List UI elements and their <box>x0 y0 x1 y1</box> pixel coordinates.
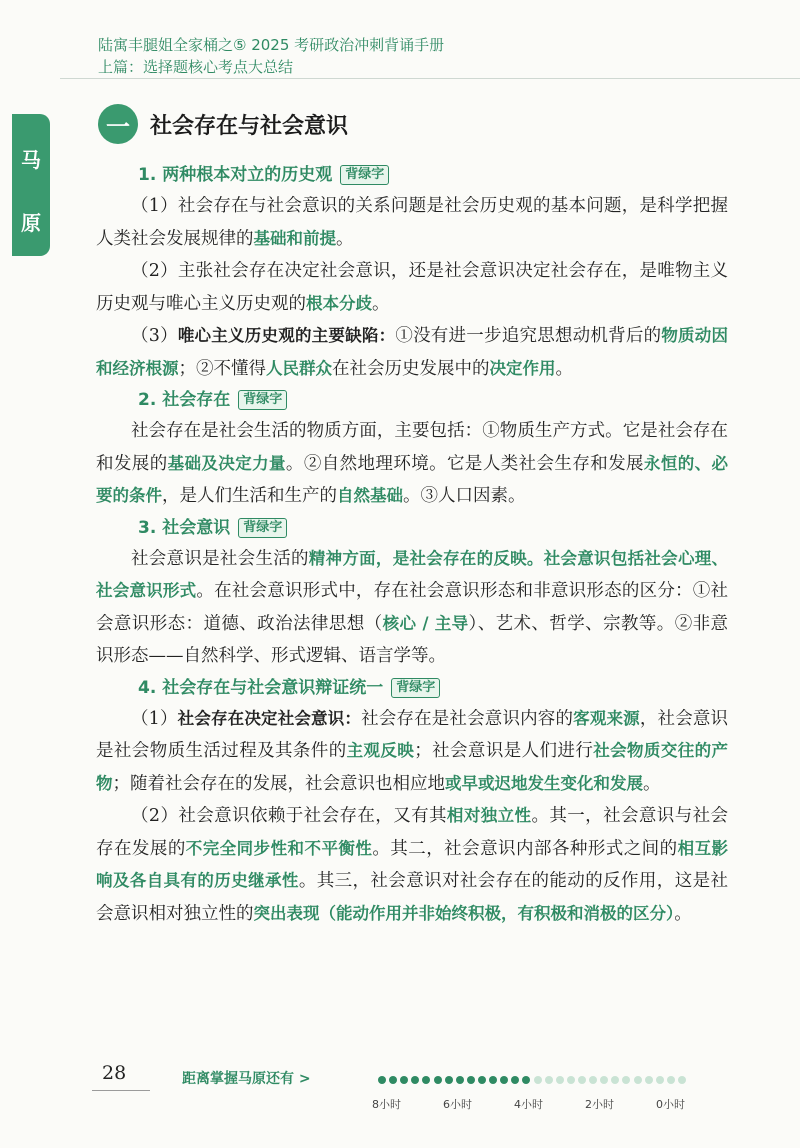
page-number-underline <box>92 1090 150 1091</box>
progress-dot <box>678 1076 686 1084</box>
progress-dot <box>422 1076 430 1084</box>
paragraph: （2）主张社会存在决定社会意识，还是社会意识决定社会存在，是唯物主义历史观与唯心主义历史观的根本分歧。 <box>96 261 728 314</box>
paragraph: （1）社会存在与社会意识的关系问题是社会历史观的基本问题，是科学把握人类社会发展规律的基础和前提。 <box>96 196 728 249</box>
progress-dot <box>622 1076 630 1084</box>
progress-dot <box>378 1076 386 1084</box>
paragraph: 社会存在是社会生活的物质方面，主要包括：①物质生产方式。它是社会存在和发展的基础及决定力量。②自然地理环境。它是人类社会生存和发展永恒的、必要的条件，是人们生活和生产的自然基础。③人口因素。 <box>96 421 729 506</box>
progress-tick-label: 8小时 <box>372 1098 401 1111</box>
progress-dot <box>589 1076 597 1084</box>
progress-dot <box>545 1076 553 1084</box>
paragraph: 社会意识是社会生活的精神方面，是社会存在的反映。社会意识包括社会心理、社会意识形式。在社会意识形式中，存在社会意识形态和非意识形态的区分：①社会意识形态：道德、政治法律思想（核心 / 主导）、艺术、哲学、宗教等。②非意识形态——自然科学、形式逻辑、语言学等。 <box>96 548 729 666</box>
header-book-title: 陆寓丰腿姐全家桶之⑤ 2025 考研政治冲刺背诵手册 <box>98 36 445 54</box>
progress-dot <box>645 1076 653 1084</box>
subsection-2-heading <box>96 385 728 415</box>
subsection-1-title: 1. 两种根本对立的历史观 <box>138 165 333 185</box>
progress-dot <box>478 1076 486 1084</box>
memorize-badge: 背绿字 <box>391 678 440 698</box>
paragraph: （2）社会意识依赖于社会存在，又有其相对独立性。其一，社会意识与社会存在发展的不完全同步性和不平衡性。其二，社会意识内部各种形式之间的相互影响及各自具有的历史继承性。其三，社会意识对社会存在的能动的反作用，这是社会意识相对独立性的突出表现（能动作用并非始终积极，有积极和消极的区分）。 <box>96 806 729 924</box>
progress-dot <box>556 1076 564 1084</box>
side-chapter-tab <box>12 114 50 256</box>
memorize-badge: 背绿字 <box>238 518 287 538</box>
subsection-3-heading <box>96 513 728 543</box>
memorize-badge: 背绿字 <box>340 165 389 185</box>
progress-dot <box>600 1076 608 1084</box>
progress-dot <box>667 1076 675 1084</box>
progress-tick-label: 6小时 <box>443 1098 472 1111</box>
progress-dot <box>500 1076 508 1084</box>
running-header <box>98 34 444 78</box>
progress-tick-label: 2小时 <box>585 1098 614 1111</box>
subsection-3-title: 3. 社会意识 <box>138 517 231 538</box>
progress-dot <box>578 1076 586 1084</box>
side-tab-char-1: 马 <box>21 148 41 172</box>
subsection-4-heading <box>96 673 728 703</box>
progress-tick-label: 4小时 <box>514 1098 543 1111</box>
progress-dot <box>445 1076 453 1084</box>
memorize-badge: 背绿字 <box>238 390 287 410</box>
page-content <box>96 160 728 930</box>
paragraph: （3）唯心主义历史观的主要缺陷：①没有进一步追究思想动机背后的物质动因和经济根源；②不懂得人民群众在社会历史发展中的决定作用。 <box>96 326 729 379</box>
section-title: 社会存在与社会意识 <box>150 113 349 139</box>
progress-dots <box>378 1072 723 1088</box>
progress-dot <box>567 1076 575 1084</box>
progress-dot <box>411 1076 419 1084</box>
progress-dot <box>467 1076 475 1084</box>
progress-dot <box>611 1076 619 1084</box>
section-number-badge: 一 <box>98 104 138 144</box>
progress-dot <box>656 1076 664 1084</box>
progress-caption: 距离掌握马原还有 > <box>182 1071 311 1087</box>
header-divider <box>60 78 800 79</box>
header-part-title: 上篇：选择题核心考点大总结 <box>98 58 294 76</box>
section-heading <box>98 104 348 144</box>
progress-dot <box>522 1076 530 1084</box>
subsection-2-title: 2. 社会存在 <box>138 390 231 410</box>
page-number: 28 <box>102 1062 127 1084</box>
progress-dot <box>534 1076 542 1084</box>
progress-dot <box>400 1076 408 1084</box>
progress-dot <box>511 1076 519 1084</box>
progress-dot <box>456 1076 464 1084</box>
subsection-4-title: 4. 社会存在与社会意识辩证统一 <box>138 677 384 698</box>
progress-dot <box>489 1076 497 1084</box>
progress-dot <box>434 1076 442 1084</box>
progress-tick-label: 0小时 <box>656 1098 685 1111</box>
subsection-1-heading <box>96 160 728 190</box>
progress-dot <box>389 1076 397 1084</box>
paragraph: （1）社会存在决定社会意识：社会存在是社会意识内容的客观来源，社会意识是社会物质生活过程及其条件的主观反映；社会意识是人们进行社会物质交往的产物；随着社会存在的发展，社会意识也相应地或早或迟地发生变化和发展。 <box>96 708 729 794</box>
side-tab-char-2: 原 <box>21 211 41 235</box>
progress-dot <box>634 1076 642 1084</box>
